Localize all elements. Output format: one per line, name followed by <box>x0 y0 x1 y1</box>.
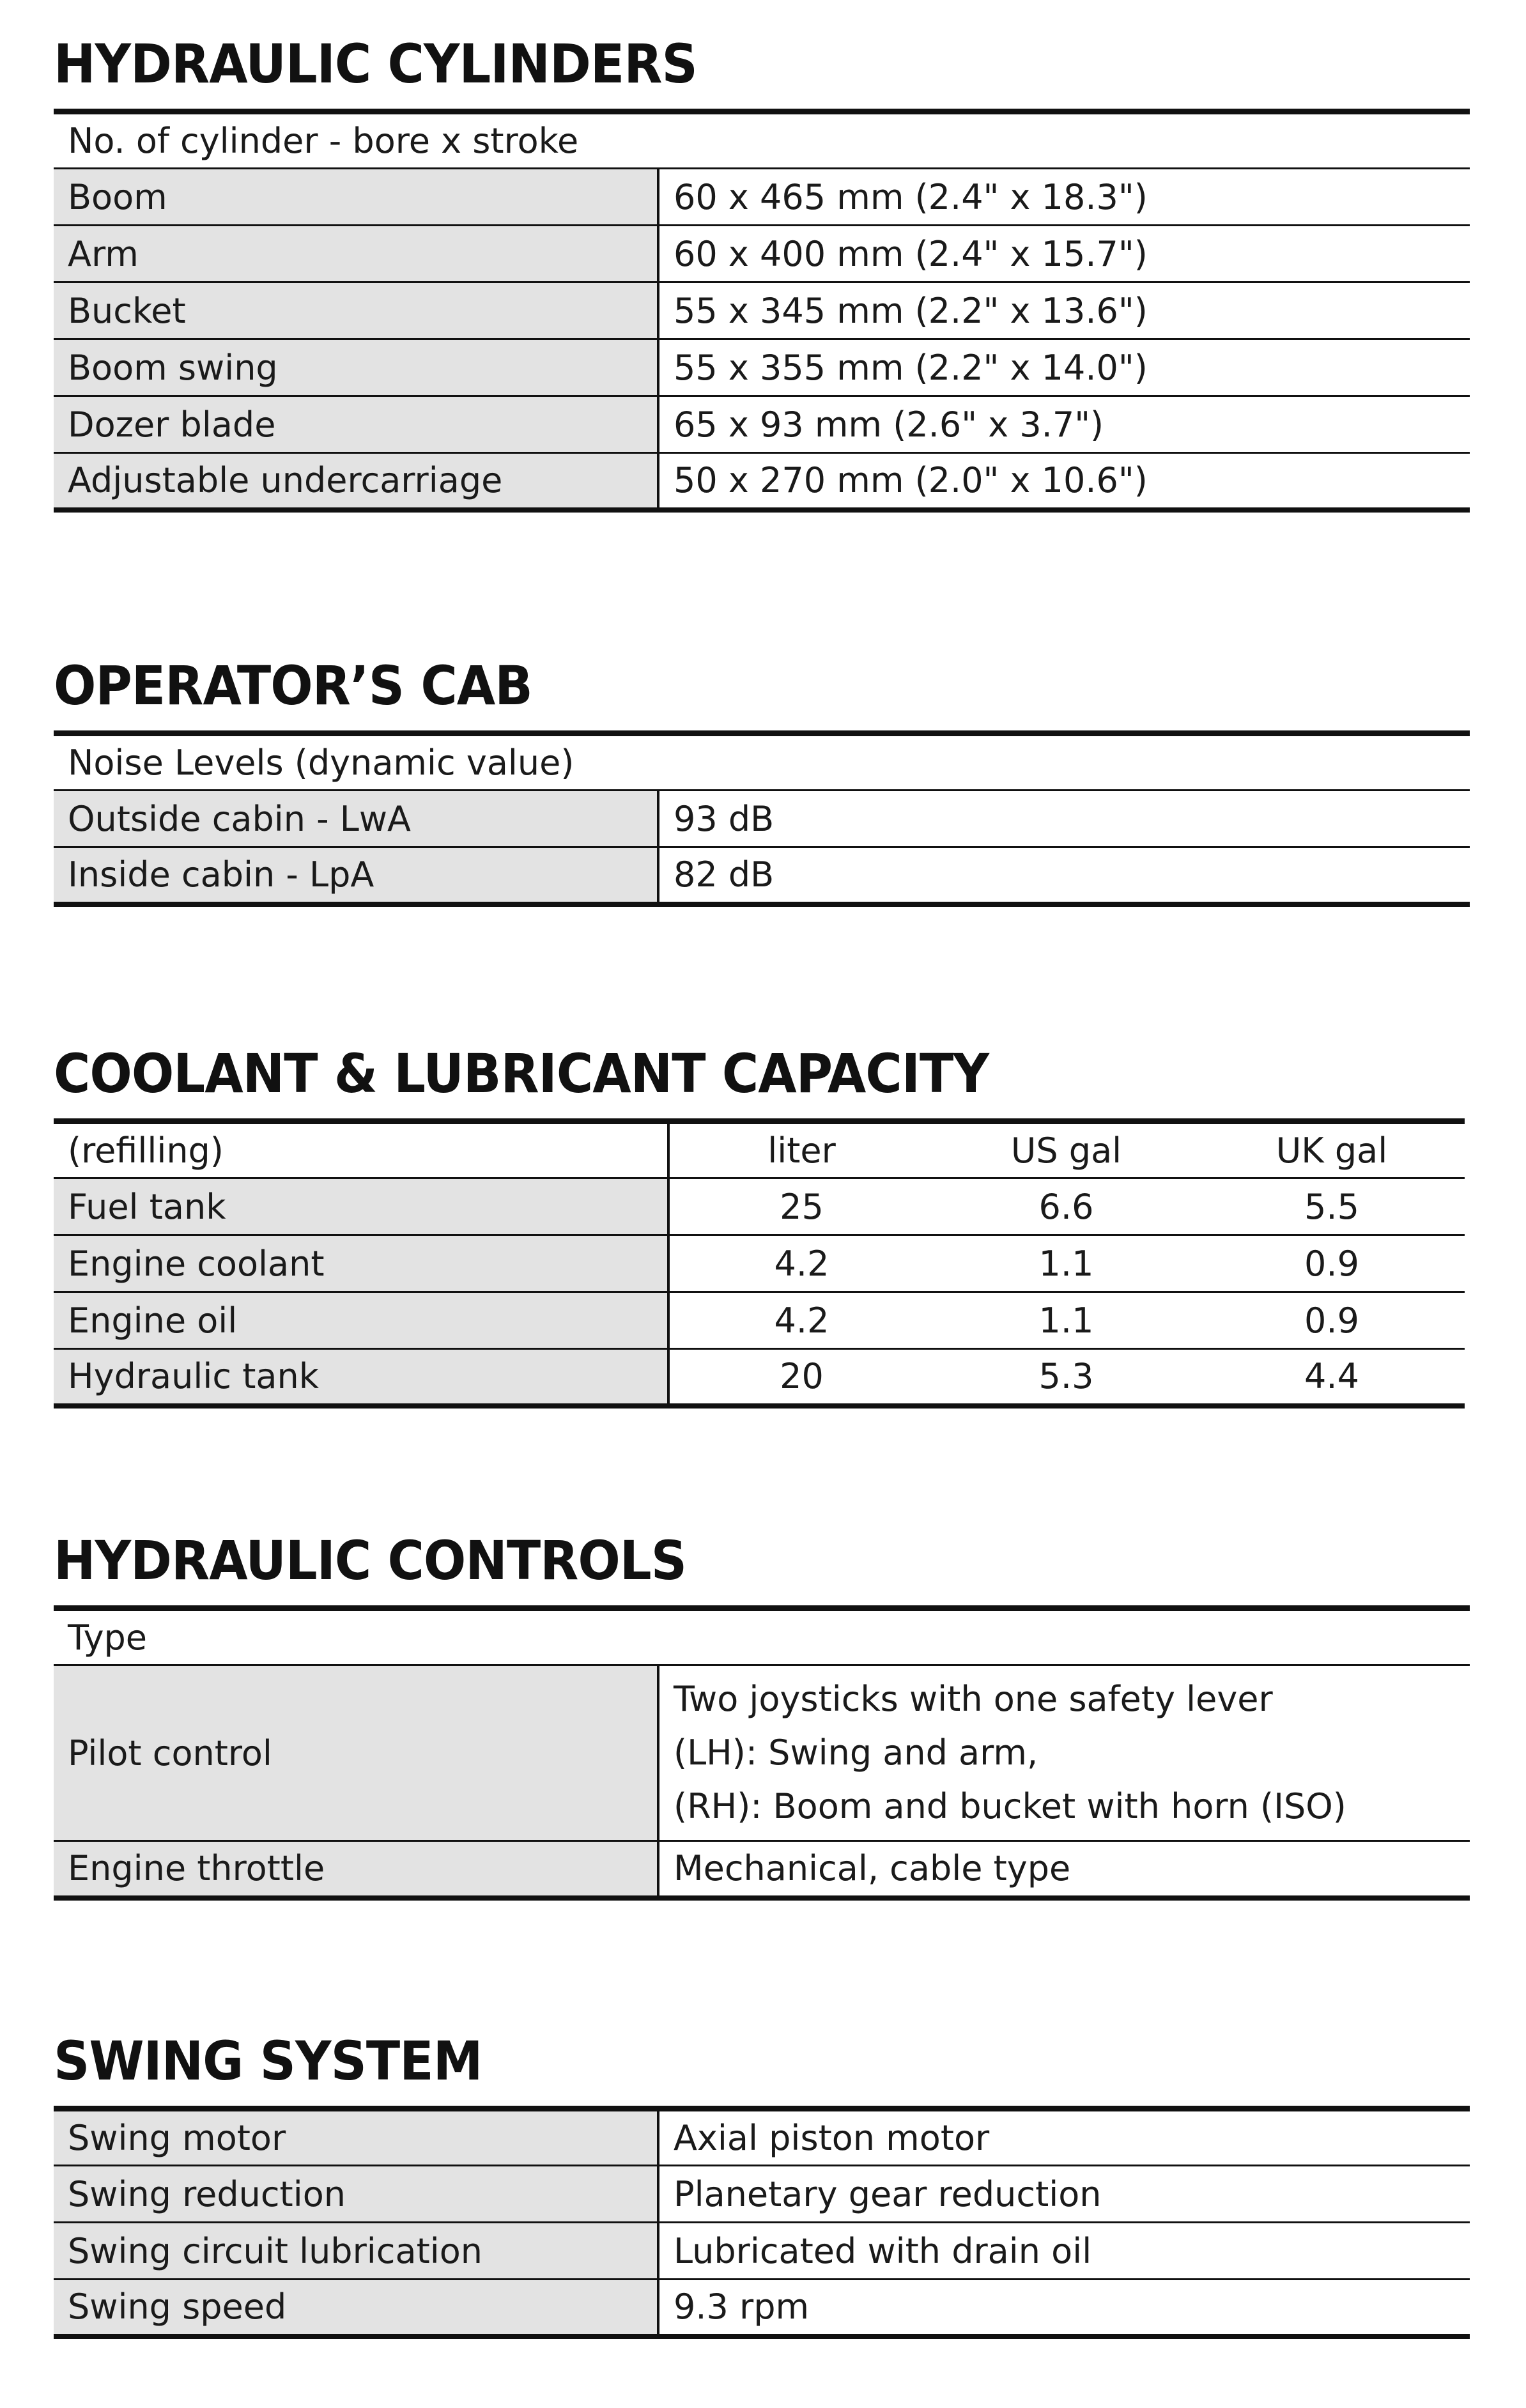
row-label: Fuel tank <box>54 1178 668 1235</box>
row-value-multiline <box>658 1665 1470 1841</box>
row-label: Swing reduction <box>54 2166 658 2223</box>
table-row <box>54 847 1470 904</box>
row-label: Adjustable undercarriage <box>54 453 658 510</box>
table-row <box>54 1349 1465 1406</box>
header-uk-gal: UK gal <box>1199 1122 1465 1178</box>
table-subheader-row <box>54 112 1470 169</box>
value-line: (RH): Boom and bucket with horn (ISO) <box>674 1786 1346 1826</box>
row-label: Swing motor <box>54 2109 658 2166</box>
table-row <box>54 396 1470 453</box>
spec-table <box>54 1605 1470 1901</box>
row-value: 60 x 400 mm (2.4" x 15.7") <box>658 226 1470 282</box>
cell-us-gal: 5.3 <box>934 1349 1199 1406</box>
table-subheader: Noise Levels (dynamic value) <box>54 734 1470 791</box>
table-header-row <box>54 1122 1465 1178</box>
row-label: Arm <box>54 226 658 282</box>
table-row <box>54 2166 1470 2223</box>
row-label: Boom <box>54 169 658 226</box>
row-label: Engine oil <box>54 1292 668 1349</box>
table-row <box>54 2223 1470 2280</box>
section-title: HYDRAULIC CONTROLS <box>54 1529 687 1592</box>
table-row <box>54 1292 1465 1349</box>
cell-us-gal: 1.1 <box>934 1235 1199 1292</box>
cell-us-gal: 6.6 <box>934 1178 1199 1235</box>
table-row <box>54 1178 1465 1235</box>
header-label: (refilling) <box>54 1122 668 1178</box>
table-row <box>54 1665 1470 1841</box>
table-row <box>54 453 1470 510</box>
spec-table <box>54 2106 1470 2339</box>
row-label: Hydraulic tank <box>54 1349 668 1406</box>
section-title: COOLANT & LUBRICANT CAPACITY <box>54 1042 989 1105</box>
cell-liter: 20 <box>668 1349 934 1406</box>
cell-us-gal: 1.1 <box>934 1292 1199 1349</box>
row-label: Inside cabin - LpA <box>54 847 658 904</box>
header-us-gal: US gal <box>934 1122 1199 1178</box>
cell-liter: 25 <box>668 1178 934 1235</box>
value-line: Two joysticks with one safety lever <box>674 1679 1273 1719</box>
spec-table <box>54 730 1470 907</box>
row-value: 9.3 rpm <box>658 2280 1470 2336</box>
row-label: Boom swing <box>54 339 658 396</box>
row-value: 55 x 345 mm (2.2" x 13.6") <box>658 282 1470 339</box>
row-value: 60 x 465 mm (2.4" x 18.3") <box>658 169 1470 226</box>
section-coolant-lubricant <box>54 1029 1465 1409</box>
cell-liter: 4.2 <box>668 1235 934 1292</box>
section-hydraulic-cylinders <box>54 19 1470 513</box>
row-value: 65 x 93 mm (2.6" x 3.7") <box>658 396 1470 453</box>
table-row <box>54 1841 1470 1898</box>
row-label: Engine coolant <box>54 1235 668 1292</box>
value-line: (LH): Swing and arm, <box>674 1733 1038 1773</box>
row-label: Swing speed <box>54 2280 658 2336</box>
table-subheader: Type <box>54 1609 1470 1665</box>
row-label: Dozer blade <box>54 396 658 453</box>
row-value: 93 dB <box>658 791 1470 847</box>
row-value: 82 dB <box>658 847 1470 904</box>
row-value: Axial piston motor <box>658 2109 1470 2166</box>
table-row <box>54 169 1470 226</box>
row-label: Outside cabin - LwA <box>54 791 658 847</box>
cell-uk-gal: 4.4 <box>1199 1349 1465 1406</box>
cell-uk-gal: 5.5 <box>1199 1178 1465 1235</box>
table-row <box>54 339 1470 396</box>
spec-table <box>54 109 1470 513</box>
row-value: Lubricated with drain oil <box>658 2223 1470 2280</box>
row-label: Engine throttle <box>54 1841 658 1898</box>
table-row <box>54 2109 1470 2166</box>
table-row <box>54 2280 1470 2336</box>
cell-liter: 4.2 <box>668 1292 934 1349</box>
section-operators-cab <box>54 641 1470 907</box>
row-label: Pilot control <box>54 1665 658 1841</box>
section-hydraulic-controls <box>54 1516 1470 1901</box>
section-swing-system <box>54 2016 1470 2339</box>
table-row <box>54 226 1470 282</box>
row-value: Mechanical, cable type <box>658 1841 1470 1898</box>
cell-uk-gal: 0.9 <box>1199 1292 1465 1349</box>
table-row <box>54 791 1470 847</box>
section-title: HYDRAULIC CYLINDERS <box>54 33 697 95</box>
row-value: Planetary gear reduction <box>658 2166 1470 2223</box>
table-row <box>54 282 1470 339</box>
section-title: OPERATOR’S CAB <box>54 654 532 717</box>
header-liter: liter <box>668 1122 934 1178</box>
row-label: Bucket <box>54 282 658 339</box>
row-value: 55 x 355 mm (2.2" x 14.0") <box>658 339 1470 396</box>
table-subheader-row <box>54 734 1470 791</box>
row-value: 50 x 270 mm (2.0" x 10.6") <box>658 453 1470 510</box>
row-label: Swing circuit lubrication <box>54 2223 658 2280</box>
cell-uk-gal: 0.9 <box>1199 1235 1465 1292</box>
table-subheader: No. of cylinder - bore x stroke <box>54 112 1470 169</box>
table-row <box>54 1235 1465 1292</box>
capacity-table <box>54 1118 1465 1409</box>
table-subheader-row <box>54 1609 1470 1665</box>
section-title: SWING SYSTEM <box>54 2030 482 2092</box>
